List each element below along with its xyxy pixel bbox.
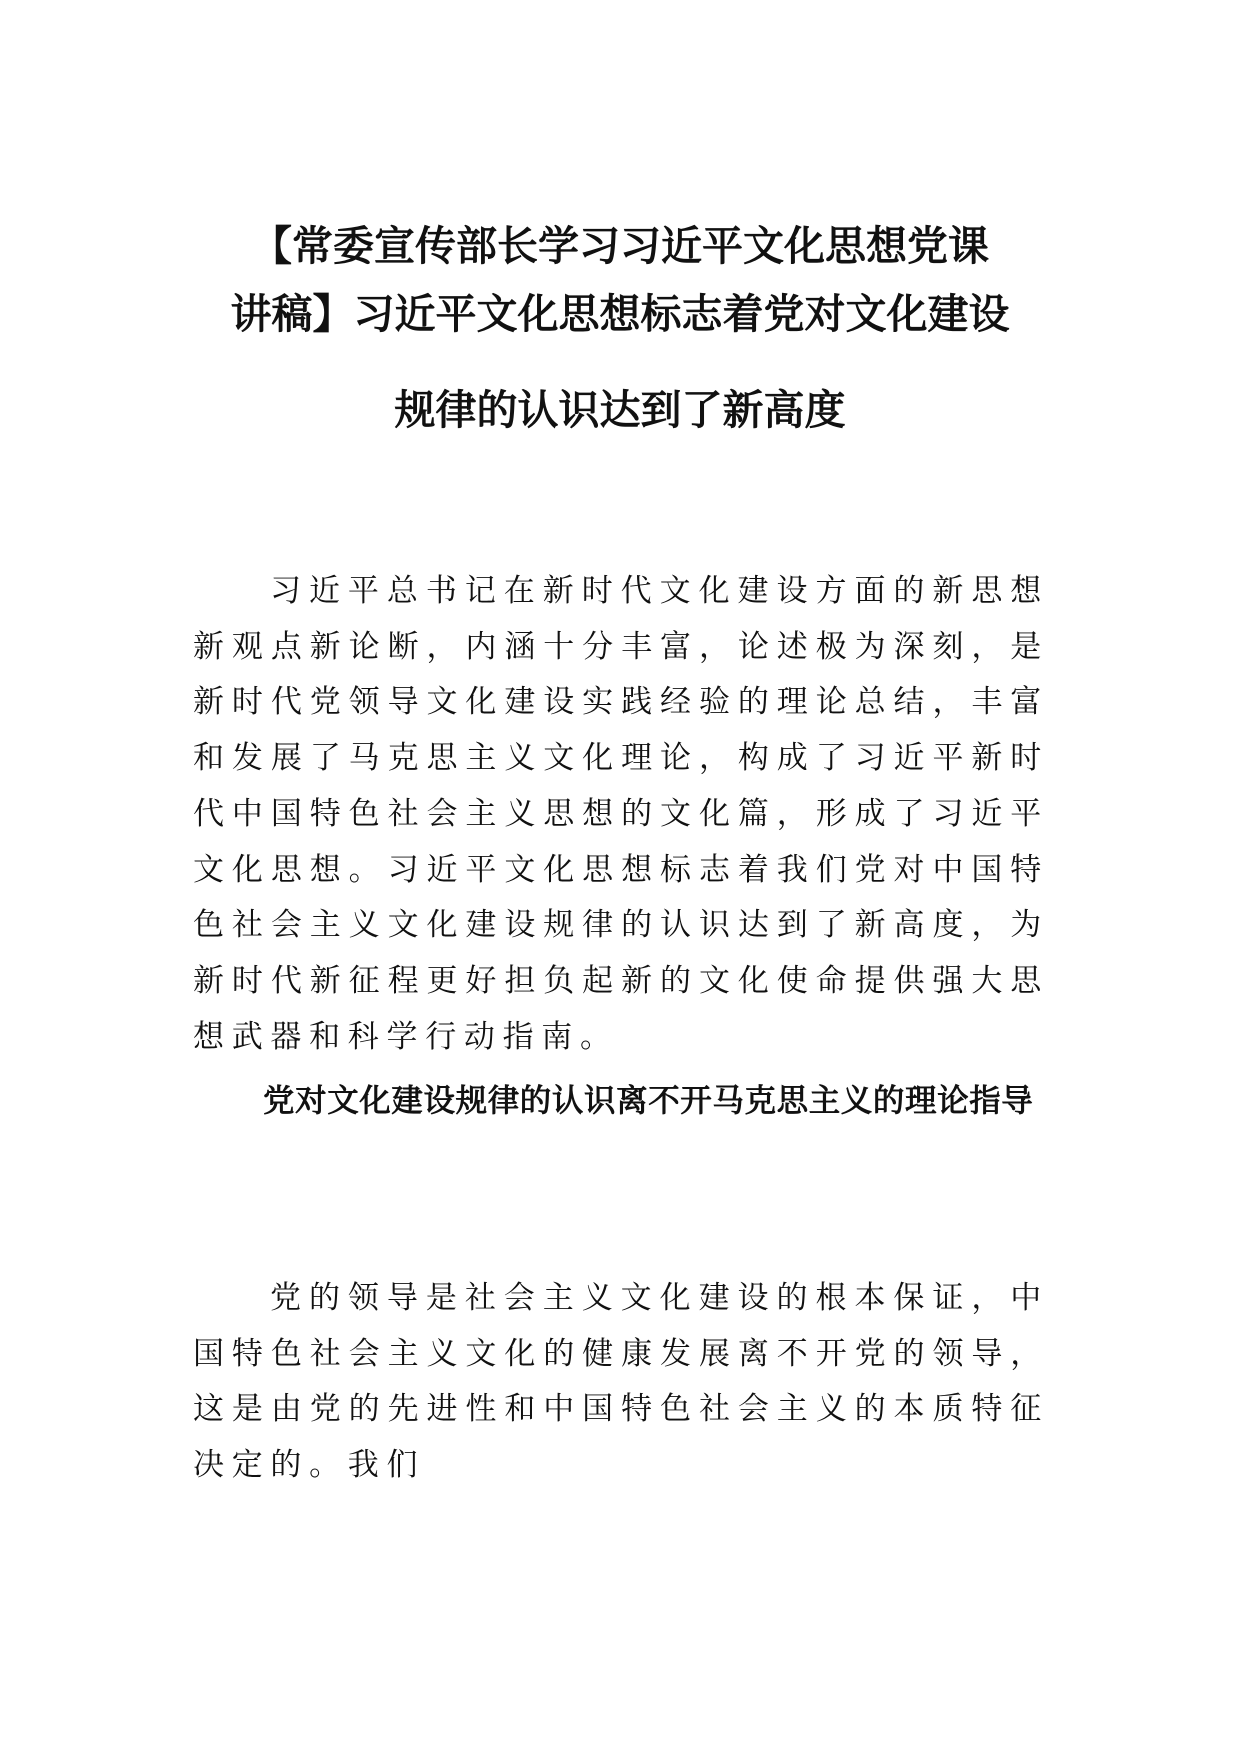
section-heading-1: 党对文化建设规律的认识离不开马克思主义的理论指导 xyxy=(263,1083,1034,1119)
document-title-line-3: 规律的认识达到了新高度 xyxy=(394,386,846,434)
document-title-line-1: 【常委宣传部长学习习近平文化思想党课 xyxy=(251,222,989,270)
document-title-line-2: 讲稿】习近平文化思想标志着党对文化建设 xyxy=(230,290,1010,338)
body-paragraph-2: 党的领导是社会主义文化建设的根本保证，中国特色社会主义文化的健康发展离不开党的领导，这是由党的先进性和中国特色社会主义的本质特征决定的。我们 xyxy=(193,1280,1049,1484)
body-paragraph-1: 习近平总书记在新时代文化建设方面的新思想新观点新论断，内涵十分丰富，论述极为深刻，是新时代党领导文化建设实践经验的理论总结，丰富和发展了马克思主义文化理论，构成了习近平新时代中国特色社会主义思想的文化篇，形成了习近平文化思想。习近平文化思想标志着我们党对中国特色社会主义文化建设规律的认识达到了新高度，为新时代新征程更好担负起新的文化使命提供强大思想武器和科学行动指南。 xyxy=(193,573,1049,1055)
